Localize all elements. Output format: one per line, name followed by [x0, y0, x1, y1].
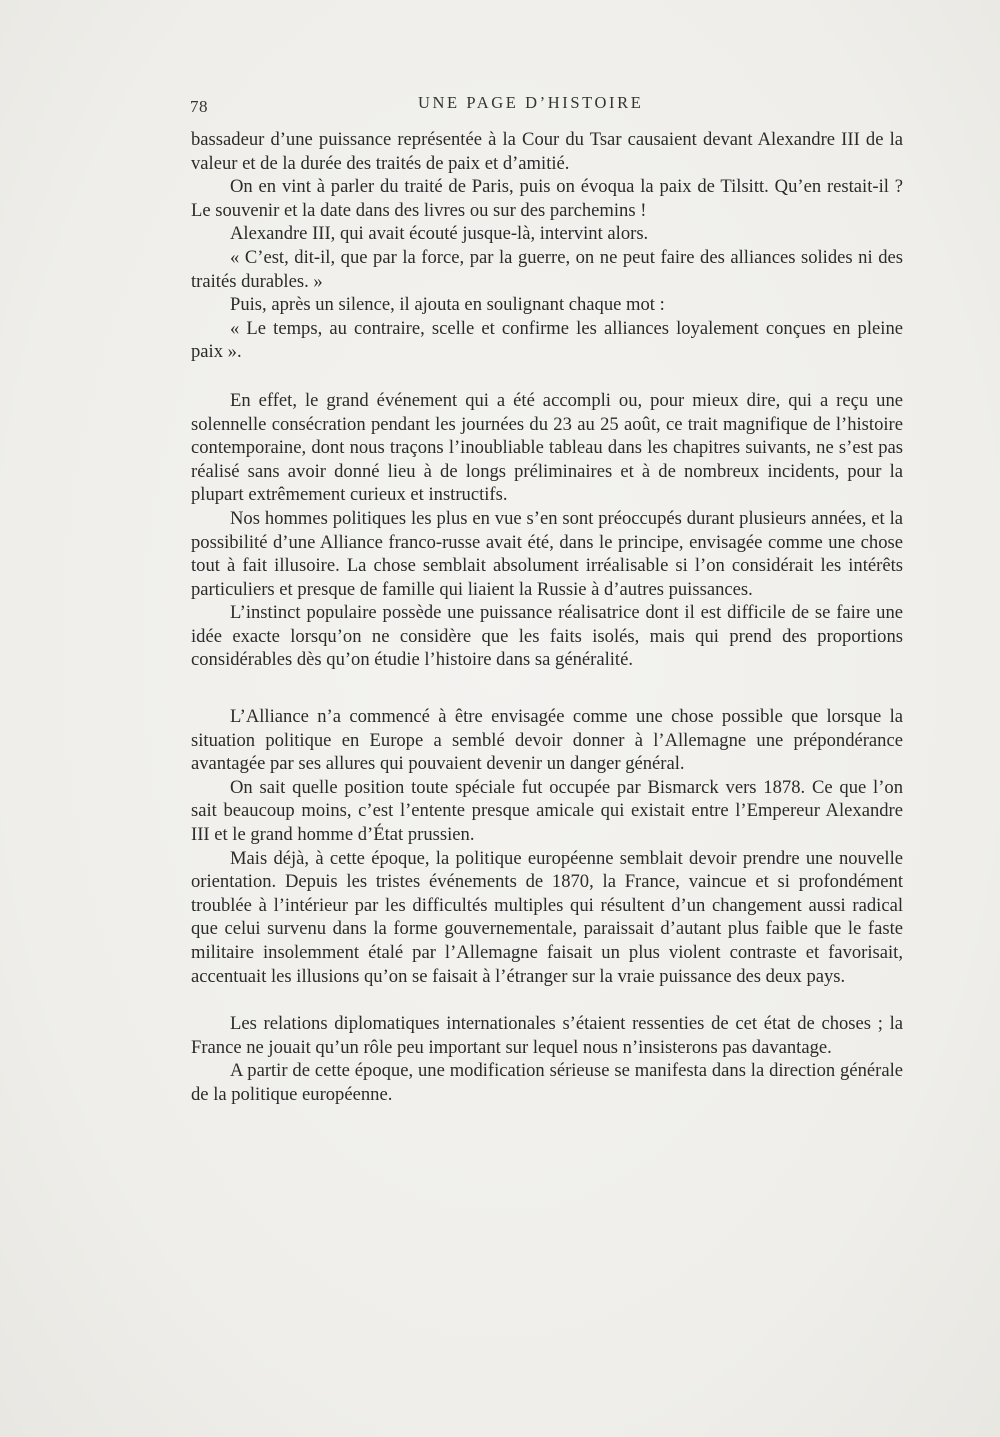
- paragraph: bassadeur d’une puissance représentée à la Cour du Tsar causaient devant Alexandre III de la valeur et de la durée des traités de paix et d’amitié.: [191, 129, 903, 174]
- paragraph: Puis, après un silence, il ajouta en soulignant chaque mot :: [230, 294, 665, 316]
- section-spacer: [191, 988, 903, 1012]
- paragraph: « C’est, dit-il, que par la force, par la guerre, on ne peut faire des alliances solides ni des traités durables. »: [191, 246, 903, 292]
- section-spacer: [191, 364, 903, 389]
- paragraph: A partir de cette époque, une modification sérieuse se manifesta dans la direction générale de la politique européenne.: [191, 1060, 903, 1105]
- paragraph: Les relations diplomatiques internationales s’étaient ressenties de cet état de choses ; la France ne jouait qu’un rôle peu important sur lequel nous n’insisterons pas davantage.: [191, 1013, 903, 1058]
- running-title: UNE PAGE D’HISTOIRE: [418, 93, 644, 112]
- paragraph: Nos hommes politiques les plus en vue s’en sont préoccupés durant plusieurs années, et la possibilité d’une Alliance franco-russe avait été, dans le principe, envisagée comme une chose tout à fait illusoire. La chose semblait absolument irréalisable si l’on considérait les intérêts particuliers et presque de famille qui liaient la Russie à d’autres puissances.: [191, 507, 903, 600]
- page-number: 78: [190, 97, 208, 116]
- section-spacer: [191, 672, 903, 705]
- paragraph: On en vint à parler du traité de Paris, puis on évoqua la paix de Tilsitt. Qu’en restait-il ? Le souvenir et la date dans des livres ou sur des parchemins !: [191, 176, 903, 221]
- paragraph: L’instinct populaire possède une puissance réalisatrice dont il est difficile de se faire une idée exacte lorsqu’on ne considère que les faits isolés, mais qui prend des proportions considérables dès qu’on étudie l’histoire dans sa généralité.: [191, 602, 903, 671]
- paragraph: En effet, le grand événement qui a été accompli ou, pour mieux dire, qui a reçu une solennelle consécration pendant les journées du 23 au 25 août, ce trait magnifique de l’histoire contemporaine, dont nous traçons l’inoubliable tableau dans les chapitres suivants, ne s’est pas réalisé sans avoir donné lieu à de longs préliminaires et à de nombreux incidents, pour la plupart extrêmement curieux et instructifs.: [191, 389, 903, 506]
- paragraph: On sait quelle position toute spéciale fut occupée par Bismarck vers 1878. Ce que l’on sait beaucoup moins, c’est l’entente presque amicale qui existait entre l’Empereur Alexandre III et le grand homme d’État prussien.: [191, 776, 903, 846]
- paragraph: « Le temps, au contraire, scelle et confirme les alliances loyalement conçues en pleine paix ».: [191, 317, 903, 363]
- body-text: [191, 128, 903, 1107]
- paragraph: L’Alliance n’a commencé à être envisagée comme une chose possible que lorsque la situation politique en Europe a semblé devoir donner à l’Allemagne une prépondérance avantagée par ses allures qui pouvaient devenir un danger général.: [191, 706, 903, 775]
- paragraph: Alexandre III, qui avait écouté jusque-là, intervint alors.: [230, 223, 649, 245]
- paragraph: Mais déjà, à cette époque, la politique européenne semblait devoir prendre une nouvelle orientation. Depuis les tristes événements de 1870, la France, vaincue et si profondément troublée à l’intérieur par les difficultés multiples qui résultent d’un changement aussi radical que celui survenu dans la forme gouvernementale, paraissait d’autant plus faible que le faste militaire insolemment étalé par l’Allemagne faisait un plus violent contraste et favorisait, accentuait les illusions qu’on se faisait à l’étranger sur la vraie puissance des deux pays.: [191, 847, 903, 987]
